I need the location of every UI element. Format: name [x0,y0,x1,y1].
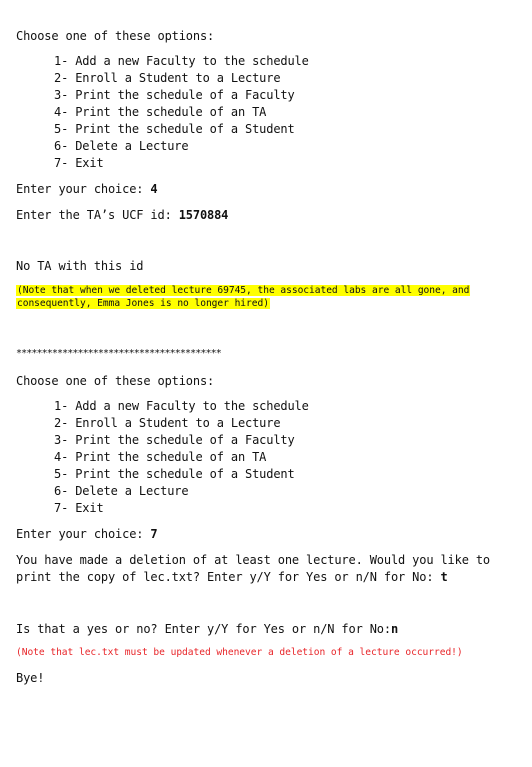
choice-value: 4 [150,182,158,196]
choice-label: Enter your choice: [16,182,151,196]
choice-line [16,527,158,542]
red-note: (Note that lec.txt must be updated whenever a deletion of a lecture occurred!) [16,647,463,658]
menu-option-2: 2- Enroll a Student to a Lecture [54,416,281,430]
menu-prompt: Choose one of these options: [16,374,215,388]
highlight: consequently, Emma Jones is no longer hired) [17,298,269,309]
deletion-question-line-1: You have made a deletion of at least one lecture. Would you like to [16,553,490,567]
ta-id-label: Enter the TA’s UCF id: [16,208,179,222]
bye-message: Bye! [16,671,45,685]
menu-option-2: 2- Enroll a Student to a Lecture [54,71,281,85]
menu-option-5: 5- Print the schedule of a Student [54,467,295,481]
ta-id-value: 1570884 [178,208,229,222]
choice-line [16,182,158,197]
menu-option-7: 7- Exit [54,501,104,515]
retry-question-line [16,622,398,637]
ta-id-line [16,208,228,223]
menu-option-7: 7- Exit [54,156,104,170]
menu-option-4: 4- Print the schedule of an TA [54,105,267,119]
highlighted-note-line-2 [16,298,270,310]
retry-answer: n [390,622,399,636]
choice-value: 7 [150,527,158,541]
menu-prompt: Choose one of these options: [16,29,215,43]
highlighted-note-line-1 [16,285,470,297]
menu-option-6: 6- Delete a Lecture [54,484,189,498]
menu-option-5: 5- Print the schedule of a Student [54,122,295,136]
deletion-question-line-2 [16,570,448,585]
menu-option-4: 4- Print the schedule of an TA [54,450,267,464]
separator: **************************************** [16,348,221,359]
deletion-answer: t [440,570,448,584]
choice-label: Enter your choice: [16,527,151,541]
menu-option-1: 1- Add a new Faculty to the schedule [54,54,309,68]
retry-question-text: Is that a yes or no? Enter y/Y for Yes or n/N for No: [16,622,391,636]
menu-option-6: 6- Delete a Lecture [54,139,189,153]
menu-option-3: 3- Print the schedule of a Faculty [54,88,295,102]
deletion-question-text: print the copy of lec.txt? Enter y/Y for Yes or n/N for No: [16,570,441,584]
menu-option-1: 1- Add a new Faculty to the schedule [54,399,309,413]
highlight: (Note that when we deleted lecture 69745, the associated labs are all gone, and [17,285,470,296]
result-message: No TA with this id [16,259,144,273]
menu-option-3: 3- Print the schedule of a Faculty [54,433,295,447]
